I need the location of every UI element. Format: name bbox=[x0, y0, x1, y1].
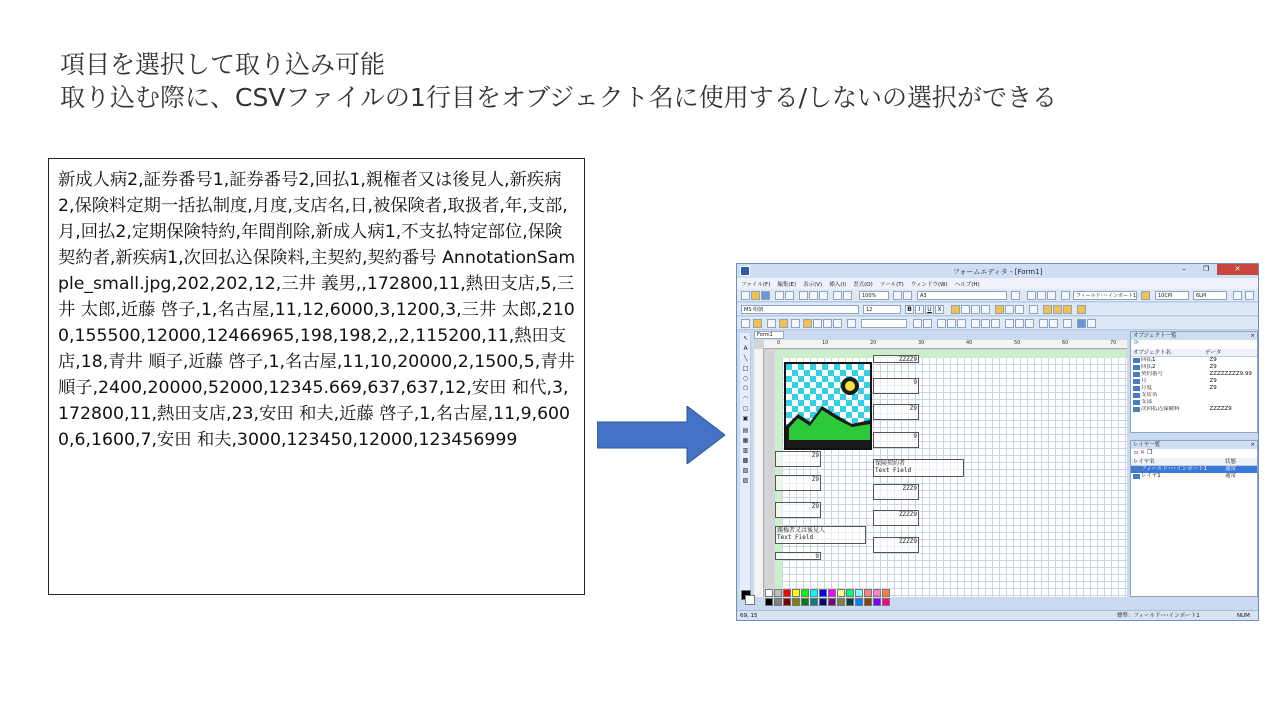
field-tool-icon[interactable]: ▤ bbox=[742, 427, 749, 434]
import-icon[interactable] bbox=[1141, 291, 1150, 300]
add-layer-icon[interactable] bbox=[1027, 291, 1036, 300]
field-icon bbox=[1133, 365, 1140, 370]
color-swatch[interactable] bbox=[873, 598, 881, 606]
image-field[interactable] bbox=[784, 362, 872, 450]
front-icon[interactable] bbox=[913, 319, 922, 328]
valign-top-icon[interactable] bbox=[995, 305, 1004, 314]
cpi-select[interactable]: 10CPI bbox=[1155, 291, 1189, 300]
format-toolbar bbox=[737, 303, 1258, 316]
item-data: Z9 bbox=[1209, 385, 1217, 391]
color-swatch[interactable] bbox=[810, 598, 818, 606]
color-swatch[interactable] bbox=[774, 589, 782, 597]
color-swatch[interactable] bbox=[855, 589, 863, 597]
underline-button[interactable]: U bbox=[925, 305, 934, 314]
color-swatch[interactable] bbox=[864, 589, 872, 597]
object-list-columns bbox=[1131, 349, 1257, 357]
item-name: 支部 bbox=[1141, 399, 1153, 405]
field-9c[interactable]: 9 bbox=[775, 552, 821, 560]
color-swatch[interactable] bbox=[846, 598, 854, 606]
layout-2-icon[interactable] bbox=[1053, 305, 1062, 314]
list-item[interactable] bbox=[1131, 357, 1257, 364]
item-data: Z9 bbox=[1209, 364, 1217, 370]
col-data[interactable]: データ bbox=[1205, 350, 1222, 356]
align-objs-bottom-icon[interactable] bbox=[1025, 319, 1034, 328]
roundrect-tool-icon[interactable]: ▢ bbox=[742, 405, 749, 412]
align-objs-right-icon[interactable] bbox=[991, 319, 1000, 328]
close-icon[interactable]: × bbox=[1250, 442, 1255, 448]
grid-icon[interactable] bbox=[903, 291, 912, 300]
status-mode: 標準：フィールド･･･インポート1 bbox=[1117, 613, 1200, 619]
field-policyholder[interactable] bbox=[873, 459, 964, 477]
line-tool-icon[interactable]: ╲ bbox=[743, 355, 748, 362]
layer-name: フィールド･･･インポート1 bbox=[1141, 466, 1208, 472]
cut-icon[interactable] bbox=[799, 291, 808, 300]
layout-3-icon[interactable] bbox=[1063, 305, 1072, 314]
ungroup-icon[interactable] bbox=[947, 319, 956, 328]
title-bar bbox=[737, 264, 1258, 278]
color-swatch[interactable] bbox=[882, 598, 890, 606]
layer-row[interactable] bbox=[1131, 466, 1257, 473]
draw-toolbar bbox=[737, 317, 1258, 330]
field-icon bbox=[1133, 379, 1140, 384]
page-setup-icon[interactable] bbox=[893, 291, 902, 300]
menu-tools[interactable]: ツール(T) bbox=[879, 281, 904, 288]
item-name: 次回払込保険料 bbox=[1141, 406, 1180, 412]
color-swatch[interactable] bbox=[792, 598, 800, 606]
color-swatch[interactable] bbox=[819, 598, 827, 606]
table-tool-icon[interactable]: ▦ bbox=[742, 437, 749, 444]
ruler-label: 20 bbox=[870, 340, 877, 346]
font-family-select[interactable]: MS 明朝 bbox=[741, 305, 859, 314]
header-band bbox=[775, 350, 1127, 358]
col-object-name[interactable]: オブジェクト名 bbox=[1133, 350, 1172, 356]
polygon-tool-icon[interactable]: ⬠ bbox=[742, 385, 749, 392]
chart-tool-icon[interactable]: ▨ bbox=[742, 477, 749, 484]
field-z9d[interactable]: Z9 bbox=[775, 502, 821, 518]
field-icon bbox=[1133, 407, 1140, 412]
columns-icon[interactable] bbox=[813, 319, 822, 328]
zoom-select[interactable]: 100% bbox=[859, 291, 889, 300]
layer-tools bbox=[1131, 449, 1257, 458]
layer-list-title: レイヤ一覧 bbox=[1133, 442, 1161, 448]
object-list-panel bbox=[1130, 331, 1258, 433]
color-swatch[interactable] bbox=[828, 589, 836, 597]
list-item[interactable] bbox=[1131, 392, 1257, 399]
new-icon[interactable] bbox=[741, 291, 750, 300]
num-lock-indicator: NUM bbox=[1237, 613, 1250, 619]
item-name: 支店名 bbox=[1141, 392, 1158, 398]
layer-list-header bbox=[1131, 441, 1257, 449]
window-icon[interactable] bbox=[1245, 291, 1254, 300]
field-zzzz9[interactable]: ZZZZ9 bbox=[873, 355, 919, 363]
color-swatch[interactable] bbox=[765, 598, 773, 606]
picture-tool-icon[interactable]: ▧ bbox=[742, 467, 749, 474]
field-guardian-type: Text Field bbox=[777, 534, 814, 541]
settings-icon[interactable] bbox=[1233, 291, 1242, 300]
color-swatch[interactable] bbox=[765, 589, 773, 597]
snap-icon[interactable] bbox=[1087, 319, 1096, 328]
rect-icon[interactable] bbox=[741, 319, 750, 328]
delete-layer-small-icon[interactable]: ✕ bbox=[1140, 449, 1146, 456]
layer-state: 通常 bbox=[1225, 466, 1237, 472]
layer-list-columns bbox=[1131, 458, 1257, 466]
vertical-ruler bbox=[754, 349, 764, 597]
field-z9b[interactable]: Z9 bbox=[775, 451, 821, 467]
save-icon[interactable] bbox=[761, 291, 770, 300]
list-item[interactable] bbox=[1131, 399, 1257, 406]
color-swatch[interactable] bbox=[810, 589, 818, 597]
barcode-tool-icon[interactable]: ▩ bbox=[742, 457, 749, 464]
list-item[interactable] bbox=[1131, 406, 1257, 413]
ruler-label: 70 bbox=[1110, 340, 1117, 346]
item-name: 月 bbox=[1141, 378, 1147, 384]
field-icon bbox=[1133, 358, 1140, 363]
color-swatch[interactable] bbox=[846, 589, 854, 597]
list-item[interactable] bbox=[1131, 371, 1257, 378]
font-dialog-icon[interactable] bbox=[1011, 291, 1020, 300]
justify-icon[interactable] bbox=[981, 305, 990, 314]
field-z9[interactable]: Z9 bbox=[873, 404, 919, 420]
field-icon bbox=[1133, 393, 1140, 398]
layer-list-panel bbox=[1130, 440, 1258, 597]
color-palette bbox=[741, 588, 901, 608]
rect-tool-icon[interactable]: □ bbox=[742, 365, 749, 372]
fill-icon[interactable] bbox=[753, 319, 762, 328]
align-left-icon[interactable] bbox=[951, 305, 960, 314]
object-list-title: オブジェクト一覧 bbox=[1133, 333, 1177, 339]
color-swatch[interactable] bbox=[837, 598, 845, 606]
field-9[interactable]: 9 bbox=[873, 378, 919, 394]
maximize-button[interactable]: ❐ bbox=[1202, 265, 1210, 273]
align-center-icon[interactable] bbox=[961, 305, 970, 314]
item-data bbox=[1209, 399, 1257, 406]
close-button[interactable]: ✕ bbox=[1217, 264, 1258, 275]
color-swatch[interactable] bbox=[864, 598, 872, 606]
field-zzzz9c[interactable]: ZZZZ9 bbox=[873, 537, 919, 553]
color-swatch[interactable] bbox=[882, 589, 890, 597]
line-width-icon[interactable] bbox=[847, 319, 856, 328]
text-box-icon[interactable] bbox=[803, 319, 812, 328]
ruler-label: 10 bbox=[822, 340, 829, 346]
select-tool-icon[interactable]: ↖ bbox=[742, 335, 749, 342]
line-color-icon[interactable] bbox=[767, 319, 776, 328]
same-size-icon[interactable] bbox=[1063, 319, 1072, 328]
preview-icon[interactable] bbox=[785, 291, 794, 300]
cell-icon[interactable] bbox=[833, 319, 842, 328]
item-data: Z9 bbox=[1209, 378, 1217, 384]
menu-file[interactable]: ファイル(F) bbox=[741, 281, 771, 288]
color-swatch[interactable] bbox=[792, 589, 800, 597]
copy-layer-icon[interactable] bbox=[1047, 291, 1056, 300]
form-page[interactable] bbox=[775, 350, 1127, 597]
italic-button[interactable]: I bbox=[915, 305, 924, 314]
layer-icon bbox=[1133, 474, 1140, 479]
menu-format[interactable]: 書式(O) bbox=[853, 281, 873, 288]
item-data: ZZZZZZZZ9.99 bbox=[1209, 371, 1252, 377]
item-name: 月度 bbox=[1141, 385, 1153, 391]
field-guardian[interactable] bbox=[775, 526, 866, 544]
color-swatch[interactable] bbox=[801, 598, 809, 606]
col-state[interactable]: 状態 bbox=[1225, 459, 1237, 465]
field-zzzz9b[interactable]: ZZZZ9 bbox=[873, 510, 919, 526]
field-zzz9[interactable]: ZZZ9 bbox=[873, 484, 919, 500]
ruler-label: 30 bbox=[918, 340, 925, 346]
color-swatch[interactable] bbox=[837, 589, 845, 597]
color-swatch[interactable] bbox=[819, 589, 827, 597]
color-swatch[interactable] bbox=[801, 589, 809, 597]
image-tool-icon[interactable]: ▣ bbox=[742, 415, 749, 422]
paste-icon[interactable] bbox=[819, 291, 828, 300]
line-style-select[interactable] bbox=[861, 319, 907, 328]
valign-bottom-icon[interactable] bbox=[1015, 305, 1024, 314]
list-item[interactable] bbox=[1131, 364, 1257, 371]
menu-edit[interactable]: 編集(E) bbox=[777, 281, 797, 288]
font-color-icon[interactable] bbox=[1029, 305, 1038, 314]
layout-1-icon[interactable] bbox=[1043, 305, 1052, 314]
add-layer-small-icon[interactable]: ▫ bbox=[1134, 449, 1139, 456]
cursor-coords: 69, 15 bbox=[740, 613, 758, 619]
undo-icon[interactable] bbox=[833, 291, 842, 300]
tool-palette bbox=[740, 333, 751, 599]
tab-form1[interactable]: Form1 bbox=[754, 331, 784, 339]
font-size-select[interactable]: 12 bbox=[863, 305, 901, 314]
valign-middle-icon[interactable] bbox=[1005, 305, 1014, 314]
ruler-label: 0 bbox=[777, 340, 781, 346]
align-objs-middle-icon[interactable] bbox=[1015, 319, 1024, 328]
ellipse-tool-icon[interactable]: ○ bbox=[742, 375, 749, 382]
item-name: 回払1 bbox=[1141, 357, 1156, 363]
field-icon bbox=[1133, 400, 1140, 405]
list-item[interactable] bbox=[1131, 385, 1257, 392]
color-swatch[interactable] bbox=[783, 598, 791, 606]
ruler-label: 60 bbox=[1062, 340, 1069, 346]
table-icon[interactable] bbox=[823, 319, 832, 328]
form-canvas[interactable] bbox=[754, 340, 1127, 597]
distribute-v-icon[interactable] bbox=[1049, 319, 1058, 328]
menu-bar bbox=[737, 278, 1258, 289]
lpi-select[interactable]: 6LPI bbox=[1193, 291, 1227, 300]
csv-sample-text: 新成人病2,証券番号1,証券番号2,回払1,親権者又は後見人,新疾病2,保険料定期一括払制度,月度,支店名,日,被保険者,取扱者,年,支部,月,回払2,定期保険特約,年間削除,新成人病1,不支払特定部位,保険契約者,新疾病1,次回払込保険料,主契約,契約番号 AnnotationSample_small.jpg,202,202,12,三井 義男,,172800,11,熱田支店,5,三井 太郎,近藤 啓子,1,名古屋,11,12,6000,3,1200,3,三井 太郎,2100,155500,12000,12466965,198,198,2,,2,115200,11,熱田支店,18,青井 順子,近藤 啓子,1,名古屋,11,10,20000,2,1500,5,青井 順子,2400,20000,52000,12345.669,637,637,12,安田 和代,3,172800,11,熱田支店,23,安田 和夫,近藤 啓子,1,名古屋,11,9,6000,6,1600,7,安田 和夫,3000,123450,12000,123456999 bbox=[58, 170, 576, 450]
sample-picture-icon bbox=[786, 364, 870, 448]
field-policyholder-label: 保険契約者 bbox=[875, 460, 906, 467]
paper-size-select[interactable]: A3 bbox=[917, 291, 1007, 300]
align-objs-left-icon[interactable] bbox=[971, 319, 980, 328]
open-icon[interactable] bbox=[751, 291, 760, 300]
field-9b[interactable]: 9 bbox=[873, 432, 919, 448]
csv-sample-box bbox=[48, 158, 585, 595]
color-swatch[interactable] bbox=[873, 589, 881, 597]
object-list-header bbox=[1131, 332, 1257, 340]
color-swatch[interactable] bbox=[855, 598, 863, 606]
slide-heading-line1: 項目を選択して取り込み可能 bbox=[60, 50, 386, 79]
layer-props-icon[interactable] bbox=[1061, 291, 1070, 300]
minimize-button[interactable]: – bbox=[1182, 265, 1186, 273]
form-editor-window bbox=[736, 263, 1259, 621]
back-icon[interactable] bbox=[923, 319, 932, 328]
window-title: フォームエディタ - [Form1] bbox=[952, 268, 1043, 276]
redo-icon[interactable] bbox=[843, 291, 852, 300]
standard-toolbar bbox=[737, 289, 1258, 302]
menu-window[interactable]: ウィンドウ(W) bbox=[910, 281, 948, 288]
menu-help[interactable]: ヘルプ(H) bbox=[954, 281, 980, 288]
menu-view[interactable]: 表示(V) bbox=[803, 281, 823, 288]
align-right-icon[interactable] bbox=[971, 305, 980, 314]
layer-row[interactable] bbox=[1131, 473, 1257, 480]
layer-icon bbox=[1133, 467, 1140, 472]
bold-button[interactable]: B bbox=[905, 305, 914, 314]
status-bar bbox=[737, 610, 1258, 621]
layer-state: 通常 bbox=[1225, 473, 1237, 479]
field-guardian-label: 親権者又は後見人 bbox=[777, 527, 826, 534]
grid-tool-icon[interactable]: ▥ bbox=[742, 447, 749, 454]
arc-tool-icon[interactable]: ◠ bbox=[742, 395, 749, 402]
horizontal-ruler bbox=[764, 340, 1127, 349]
close-icon[interactable]: × bbox=[1250, 333, 1255, 339]
layer-select[interactable]: フィールド･･･インポート1 bbox=[1073, 291, 1137, 300]
ruler-label: 50 bbox=[1014, 340, 1021, 346]
copy-icon[interactable] bbox=[809, 291, 818, 300]
layout-4-icon[interactable] bbox=[1077, 305, 1086, 314]
color-swatch[interactable] bbox=[783, 589, 791, 597]
slide-heading-line2: 取り込む際に、CSVファイルの1行目をオブジェクト名に使用する/しないの選択ができる bbox=[60, 83, 1058, 112]
field-z9c[interactable]: Z9 bbox=[775, 475, 821, 491]
layer-name: レイヤ1 bbox=[1141, 473, 1161, 479]
right-arrow-icon bbox=[597, 406, 725, 464]
align-objs-center-icon[interactable] bbox=[981, 319, 990, 328]
color-swatch[interactable] bbox=[774, 598, 782, 606]
color-swatch[interactable] bbox=[828, 598, 836, 606]
text-tool-icon[interactable]: A bbox=[743, 345, 748, 352]
list-item[interactable] bbox=[1131, 378, 1257, 385]
item-name: 回払2 bbox=[1141, 364, 1156, 370]
item-data: ZZZZZ9 bbox=[1209, 406, 1232, 412]
ruler-label: 40 bbox=[966, 340, 973, 346]
col-layer-name[interactable]: レイヤ名 bbox=[1133, 459, 1155, 465]
copy-layer-small-icon[interactable]: ❐ bbox=[1146, 449, 1153, 456]
pattern-icon[interactable] bbox=[791, 319, 800, 328]
filter-icon[interactable]: ⟳ bbox=[1134, 340, 1139, 346]
print-icon[interactable] bbox=[775, 291, 784, 300]
field-policyholder-type: Text Field bbox=[875, 467, 912, 474]
menu-insert[interactable]: 挿入(I) bbox=[829, 281, 847, 288]
align-objs-top-icon[interactable] bbox=[1005, 319, 1014, 328]
item-data: Z9 bbox=[1209, 357, 1217, 363]
delete-layer-icon[interactable] bbox=[1037, 291, 1046, 300]
lock-icon[interactable] bbox=[1077, 319, 1086, 328]
rotate-icon[interactable] bbox=[957, 319, 966, 328]
distribute-h-icon[interactable] bbox=[1039, 319, 1048, 328]
background-color[interactable] bbox=[745, 595, 755, 605]
paint-icon[interactable] bbox=[779, 319, 788, 328]
item-name: 契約番号 bbox=[1141, 371, 1164, 377]
group-icon[interactable] bbox=[937, 319, 946, 328]
item-data bbox=[1209, 392, 1257, 399]
field-icon bbox=[1133, 386, 1140, 391]
strike-button[interactable]: X bbox=[935, 305, 944, 314]
field-icon bbox=[1133, 372, 1140, 377]
